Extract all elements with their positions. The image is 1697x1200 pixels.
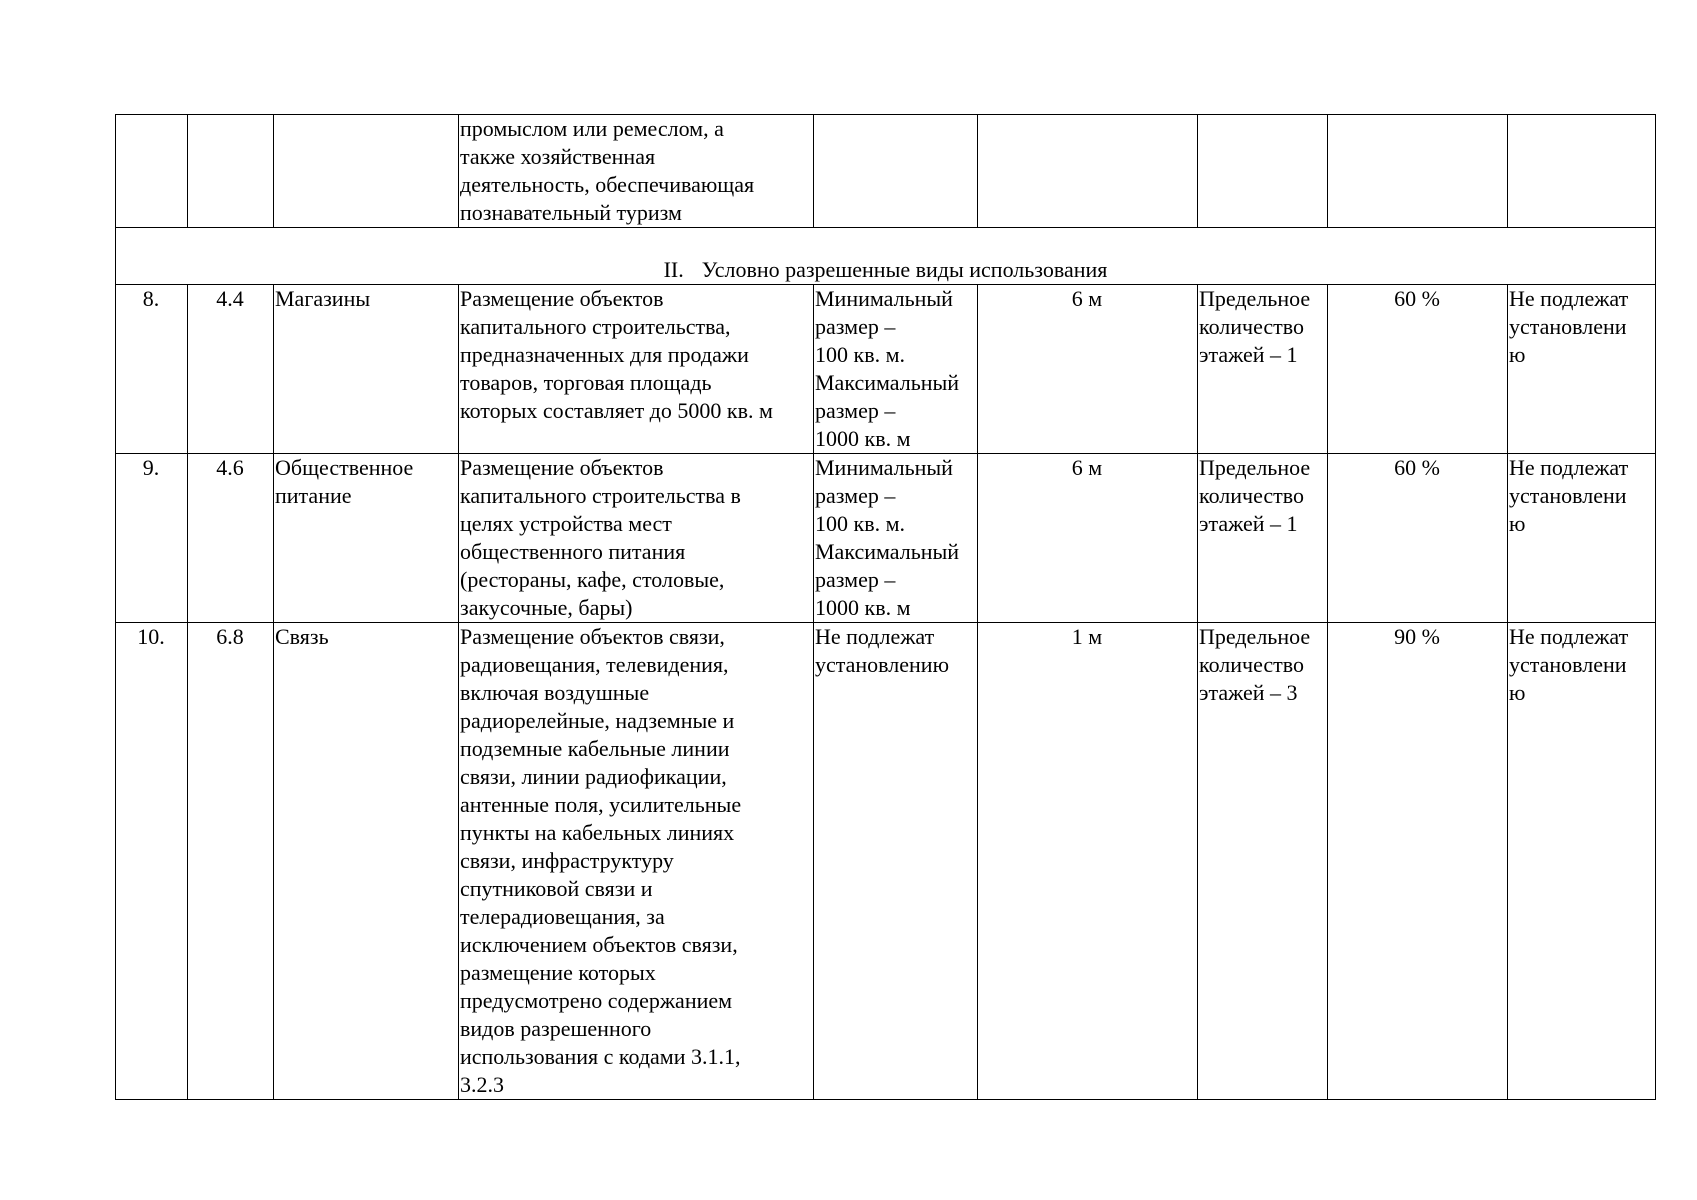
cell-name: Общественное питание xyxy=(274,454,459,623)
table-row xyxy=(116,454,1656,623)
cell-floors: Предельное количество этажей – 1 xyxy=(1198,285,1328,454)
cell-code: 6.8 xyxy=(188,623,274,1100)
cell-coverage xyxy=(1328,115,1508,228)
cell-area: Не подлежат установлению xyxy=(814,623,978,1100)
section-title: Условно разрешенные виды использования xyxy=(701,257,1108,282)
cell-coverage: 60 % xyxy=(1328,454,1508,623)
cell-other: Не подлежат установлени ю xyxy=(1508,454,1656,623)
cell-area xyxy=(814,115,978,228)
cell-setback: 6 м xyxy=(978,454,1198,623)
cell-name xyxy=(274,115,459,228)
table-row-continued xyxy=(116,115,1656,228)
table-row xyxy=(116,623,1656,1100)
cell-setback: 6 м xyxy=(978,285,1198,454)
table-row xyxy=(116,285,1656,454)
cell-area: Минимальный размер – 100 кв. м. Максимальный размер – 1000 кв. м xyxy=(814,285,978,454)
cell-description: Размещение объектов связи, радиовещания, телевидения, включая воздушные радиорелейные, надземные и подземные кабельные линии связи, линии радиофикации, антенные поля, усилительные пункты на кабельных линиях связи, инфраструктуру спутниковой связи и телерадиовещания, за исключением объектов связи, размещение которых предусмотрено содержанием видов разрешенного использования с кодами 3.1.1, 3.2.3 xyxy=(459,623,814,1100)
cell-code xyxy=(188,115,274,228)
cell-num: 8. xyxy=(116,285,188,454)
regulations-table xyxy=(115,114,1656,1100)
section-header xyxy=(116,228,1656,285)
cell-other xyxy=(1508,115,1656,228)
cell-floors xyxy=(1198,115,1328,228)
section-header-row xyxy=(116,228,1656,285)
cell-num: 10. xyxy=(116,623,188,1100)
cell-setback xyxy=(978,115,1198,228)
cell-coverage: 90 % xyxy=(1328,623,1508,1100)
cell-code: 4.6 xyxy=(188,454,274,623)
cell-name: Связь xyxy=(274,623,459,1100)
cell-floors: Предельное количество этажей – 1 xyxy=(1198,454,1328,623)
cell-area: Минимальный размер – 100 кв. м. Максимальный размер – 1000 кв. м xyxy=(814,454,978,623)
cell-num: 9. xyxy=(116,454,188,623)
cell-setback: 1 м xyxy=(978,623,1198,1100)
cell-coverage: 60 % xyxy=(1328,285,1508,454)
section-number: II. xyxy=(663,257,684,282)
cell-code: 4.4 xyxy=(188,285,274,454)
cell-other: Не подлежат установлени ю xyxy=(1508,285,1656,454)
cell-description: Размещение объектов капитального строительства, предназначенных для продажи товаров, торговая площадь которых составляет до 5000 кв. м xyxy=(459,285,814,454)
cell-floors: Предельное количество этажей – 3 xyxy=(1198,623,1328,1100)
cell-other: Не подлежат установлени ю xyxy=(1508,623,1656,1100)
cell-num xyxy=(116,115,188,228)
cell-description: промыслом или ремеслом, а также хозяйственная деятельность, обеспечивающая познавательный туризм xyxy=(459,115,814,228)
cell-description: Размещение объектов капитального строительства в целях устройства мест общественного питания (рестораны, кафе, столовые, закусочные, бары) xyxy=(459,454,814,623)
cell-name: Магазины xyxy=(274,285,459,454)
